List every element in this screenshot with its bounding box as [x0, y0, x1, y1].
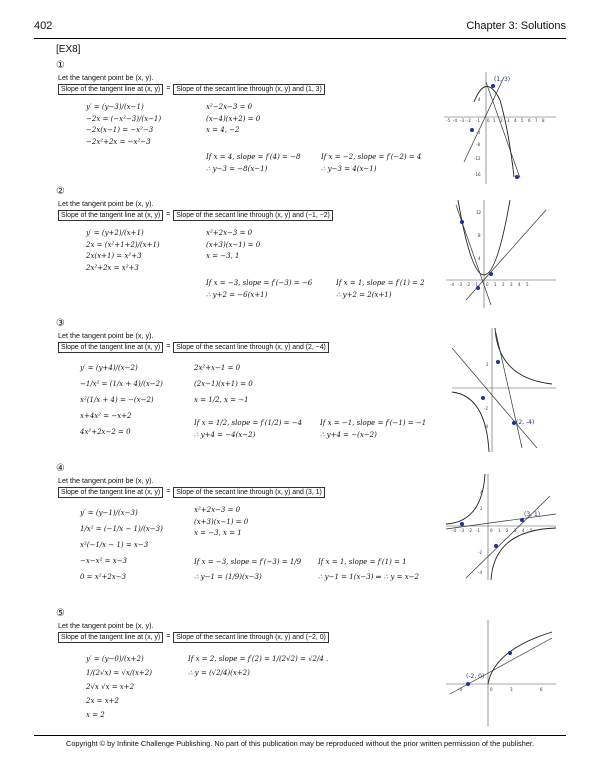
tick-label: 5 [530, 528, 533, 533]
tick-label: 2 [502, 282, 505, 287]
derivation-column [86, 228, 160, 274]
step: 2x(x+1) = x²+3 [86, 252, 142, 260]
page-header [34, 20, 566, 38]
slope-equation [58, 84, 325, 94]
step: ∴ y−1 = 1(x−3) ⇒ ∴ y = x−2 [318, 573, 419, 581]
slope-equation [58, 210, 333, 220]
point [489, 272, 493, 276]
derivation-column [86, 652, 152, 722]
tick-label: 4 [514, 118, 517, 123]
tangent-point-statement: Let the tangent point be (x, y). [58, 621, 154, 630]
tick-label: -12 [474, 156, 481, 161]
step: 2x = x+2 [86, 697, 119, 705]
tick-label: 0 [490, 687, 493, 692]
step: x²(−1/x − 1) = x−3 [80, 541, 149, 549]
point [508, 651, 512, 655]
step: −x−x² = x−3 [80, 557, 128, 565]
tangent-slope-box: Slope of the tangent line at (x, y) [58, 342, 163, 353]
step: y′ = (y−0)/(x+2) [86, 655, 144, 663]
tick-label: -4 [476, 130, 480, 135]
curve [488, 632, 552, 684]
derivation-column [86, 102, 161, 148]
step: x²+2x−3 = 0 [206, 229, 253, 237]
point [460, 220, 464, 224]
tangent-line [466, 496, 550, 578]
tick-label: 4 [518, 282, 521, 287]
chapter-title: Chapter 3: Solutions [466, 20, 566, 32]
tick-label: -2 [484, 406, 488, 411]
step: (x+3)(x−1) = 0 [194, 517, 249, 526]
step: If x = 1, slope = f′(1) = 1 [318, 558, 407, 566]
equals-sign: = [166, 633, 171, 640]
tick-label: -4 [452, 528, 456, 533]
graph-1 [444, 72, 556, 184]
derivation-column [80, 505, 163, 585]
secant-slope-box: Slope of the secant line through (x, y) and (2, −4) [173, 342, 329, 353]
tick-label: -1 [476, 118, 480, 123]
case-column-2 [321, 152, 421, 175]
tangent-line [496, 333, 522, 448]
tick-label: 8 [478, 233, 481, 238]
tick-label: 5 [521, 118, 524, 123]
tick-label: -1 [474, 282, 478, 287]
tangent-line [456, 205, 491, 305]
graph-4 [446, 474, 556, 580]
tick-label: 4 [522, 528, 525, 533]
equals-sign: = [166, 211, 171, 218]
footer-rule [34, 735, 566, 736]
step: −2x²+2x = −x²−3 [86, 137, 151, 146]
step: ∴ y−1 = (1/9)(x−3) [194, 573, 262, 581]
step: 4x²+2x−2 = 0 [80, 428, 131, 436]
step: If x = 4, slope = f′(4) = −8 [206, 153, 301, 161]
point [460, 522, 464, 526]
point [491, 84, 495, 88]
problem-number: ⑤ [56, 608, 65, 619]
secant-slope-box: Slope of the secant line through (x, y) and (1, 3) [173, 84, 325, 95]
tangent-slope-box: Slope of the tangent line at (x, y) [58, 487, 163, 498]
exercise-label: [EX8] [56, 44, 81, 55]
tick-label: -3 [460, 118, 464, 123]
tick-label: 12 [476, 210, 482, 215]
point-label: (3, 1) [524, 511, 541, 518]
point-label: (-2, 0) [466, 673, 485, 680]
step: 1/(2√x) = √x/(x+2) [86, 669, 152, 677]
tick-label: 8 [542, 118, 545, 123]
tangent-line [486, 82, 520, 178]
case-column-1 [194, 555, 301, 585]
step: 1/x² = (−1/x − 1)/(x−3) [80, 525, 163, 533]
tick-label: -1 [476, 528, 480, 533]
point [494, 544, 498, 548]
tick-label: 1 [493, 118, 496, 123]
point [515, 175, 519, 179]
solve-column [206, 102, 260, 137]
step: 2√x √x = x+2 [86, 683, 135, 691]
point [496, 360, 500, 364]
step: 0 = x²+2x−3 [80, 573, 127, 581]
tangent-slope-box: Slope of the tangent line at (x, y) [58, 210, 163, 221]
tangent-slope-box: Slope of the tangent line at (x, y) [58, 632, 163, 643]
step: x²+2x−3 = 0 [194, 506, 241, 514]
tick-label: 0 [487, 118, 490, 123]
step: If x = 2, slope = f′(2) = 1/(2√2) = √2/4 . [188, 655, 329, 663]
tick-label: -4 [453, 118, 457, 123]
step: ∴ y+4 = −4(x−2) [194, 430, 256, 439]
tangent-point-statement: Let the tangent point be (x, y). [58, 476, 154, 485]
step: (x−4)(x+2) = 0 [206, 114, 261, 123]
tick-label: 0 [490, 528, 493, 533]
graph-2 [446, 200, 556, 308]
tangent-point-statement: Let the tangent point be (x, y). [58, 73, 154, 82]
page-number: 402 [34, 20, 53, 32]
solve-column [188, 652, 328, 680]
tick-label: -5 [446, 118, 450, 123]
tick-label: -8 [476, 142, 480, 147]
tick-label: -2 [467, 118, 471, 123]
curve [452, 392, 489, 452]
step: If x = 1, slope = f′(1) = 2 [336, 279, 425, 287]
step: x = 1/2, x = −1 [194, 396, 249, 404]
point [466, 682, 470, 686]
step: 2x = (x²+1+2)/(x+1) [86, 240, 160, 249]
step: −2x(x−1) = −x²−3 [86, 126, 154, 134]
tick-label: 5 [526, 282, 529, 287]
tick-label: 3 [510, 282, 513, 287]
tick-label: 2 [486, 362, 489, 367]
solve-column [206, 228, 260, 263]
tick-label: 4 [478, 256, 481, 261]
copyright-footer: Copyright © by Infinite Challenge Publishing. No part of this publication may be reproduced without the prior written permission of the publisher. [65, 739, 535, 748]
step: −2x = (−x²−3)/(x−1) [86, 114, 162, 123]
header-rule [34, 38, 566, 39]
solve-column [194, 505, 248, 540]
point-label: (1, 3) [494, 76, 511, 83]
tick-label: -3 [458, 282, 462, 287]
solve-column [194, 360, 253, 408]
case-column-1 [194, 418, 302, 441]
step: ∴ y−3 = −8(x−1) [206, 164, 268, 173]
tick-label: -4 [478, 570, 482, 575]
tick-label: 3 [507, 118, 510, 123]
tick-label: 6 [540, 687, 543, 692]
step: x²−2x−3 = 0 [206, 103, 253, 111]
tick-label: -3 [458, 687, 462, 692]
equals-sign: = [166, 343, 171, 350]
step: x+4x² = −x+2 [80, 412, 132, 420]
step: x = −3, 1 [206, 252, 240, 260]
graph-5 [446, 620, 556, 726]
problem-number: ③ [56, 318, 65, 329]
step: x = 2 [86, 711, 105, 719]
tick-label: -16 [474, 172, 481, 177]
tick-label: 3 [514, 528, 517, 533]
tick-label: -4 [450, 282, 454, 287]
tick-label: -4 [484, 424, 488, 429]
tick-label: 7 [535, 118, 538, 123]
step: ∴ y+4 = −(x−2) [320, 430, 377, 439]
problem-number: ① [56, 60, 65, 71]
curve [495, 328, 552, 384]
step: y′ = (y+2)/(x+1) [86, 229, 144, 237]
tangent-point-statement: Let the tangent point be (x, y). [58, 331, 154, 340]
tick-label: 4 [480, 490, 483, 495]
tick-label: 1 [494, 282, 497, 287]
step: x = −3, x = 1 [194, 529, 242, 537]
secant-slope-box: Slope of the secant line through (x, y) and (−2, 0) [173, 632, 329, 643]
tick-label: -2 [466, 282, 470, 287]
case-column-2 [318, 555, 419, 585]
slope-equation [58, 342, 329, 352]
tangent-slope-box: Slope of the tangent line at (x, y) [58, 84, 163, 95]
step: y′ = (y+4)/(x−2) [80, 364, 138, 372]
step: x²(1/x + 4) = −(x−2) [80, 396, 154, 404]
tick-label: 2 [480, 506, 483, 511]
tangent-line [452, 348, 537, 448]
step: If x = −3, slope = f′(−3) = −6 [206, 279, 313, 287]
step: (x+3)(x−1) = 0 [206, 240, 261, 249]
tick-label: 3 [510, 687, 513, 692]
point [481, 396, 485, 400]
step: ∴ y+2 = 2(x+1) [336, 290, 392, 299]
point [470, 128, 474, 132]
step: If x = −1, slope = f′(−1) = −1 [320, 419, 427, 427]
tick-label: 6 [528, 118, 531, 123]
step: 2x²+2x = x²+3 [86, 263, 139, 272]
curve [446, 474, 485, 524]
step: ∴ y−3 = 4(x−1) [321, 164, 377, 173]
step: ∴ y = (√2/4)(x+2) [188, 669, 250, 677]
tick-label: 2 [500, 118, 503, 123]
step: x = 4, −2 [206, 126, 240, 134]
step: y′ = (y−3)/(x−1) [86, 103, 144, 111]
step: If x = 1/2, slope = f′(1/2) = −4 [194, 419, 303, 427]
case-column-1 [206, 152, 300, 175]
step: If x = −2, slope = f′(−2) = 4 [321, 153, 422, 161]
step: −1/x² = (1/x + 4)/(x−2) [80, 380, 163, 388]
tick-label: 2 [506, 528, 509, 533]
point-label: (2, -4) [516, 419, 535, 426]
case-column-1 [206, 278, 312, 301]
derivation-column [80, 360, 163, 440]
tick-label: -2 [478, 550, 482, 555]
step: 2x²+x−1 = 0 [194, 364, 241, 372]
curve [491, 528, 556, 580]
secant-slope-box: Slope of the secant line through (x, y) and (3, 1) [173, 487, 325, 498]
tick-label: -3 [460, 528, 464, 533]
tick-label: 4 [478, 97, 481, 102]
equals-sign: = [166, 488, 171, 495]
point [520, 518, 524, 522]
tick-label: -2 [468, 528, 472, 533]
step: If x = −3, slope = f′(−3) = 1/9 [194, 558, 302, 566]
step: (2x−1)(x+1) = 0 [194, 380, 253, 388]
case-column-2 [336, 278, 425, 301]
step: y′ = (y−1)/(x−3) [80, 509, 138, 517]
tangent-line [450, 638, 552, 694]
tangent-point-statement: Let the tangent point be (x, y). [58, 199, 154, 208]
slope-equation [58, 632, 329, 642]
slope-equation [58, 487, 325, 497]
graph-3 [452, 328, 556, 452]
tick-label: 1 [498, 528, 501, 533]
tick-label: 0 [486, 282, 489, 287]
problem-number: ② [56, 186, 65, 197]
step: ∴ y+2 = −6(x+1) [206, 290, 268, 299]
problem-number: ④ [56, 463, 65, 474]
equals-sign: = [166, 85, 171, 92]
case-column-2 [320, 418, 426, 441]
secant-slope-box: Slope of the secant line through (x, y) and (−1, −2) [173, 210, 333, 221]
